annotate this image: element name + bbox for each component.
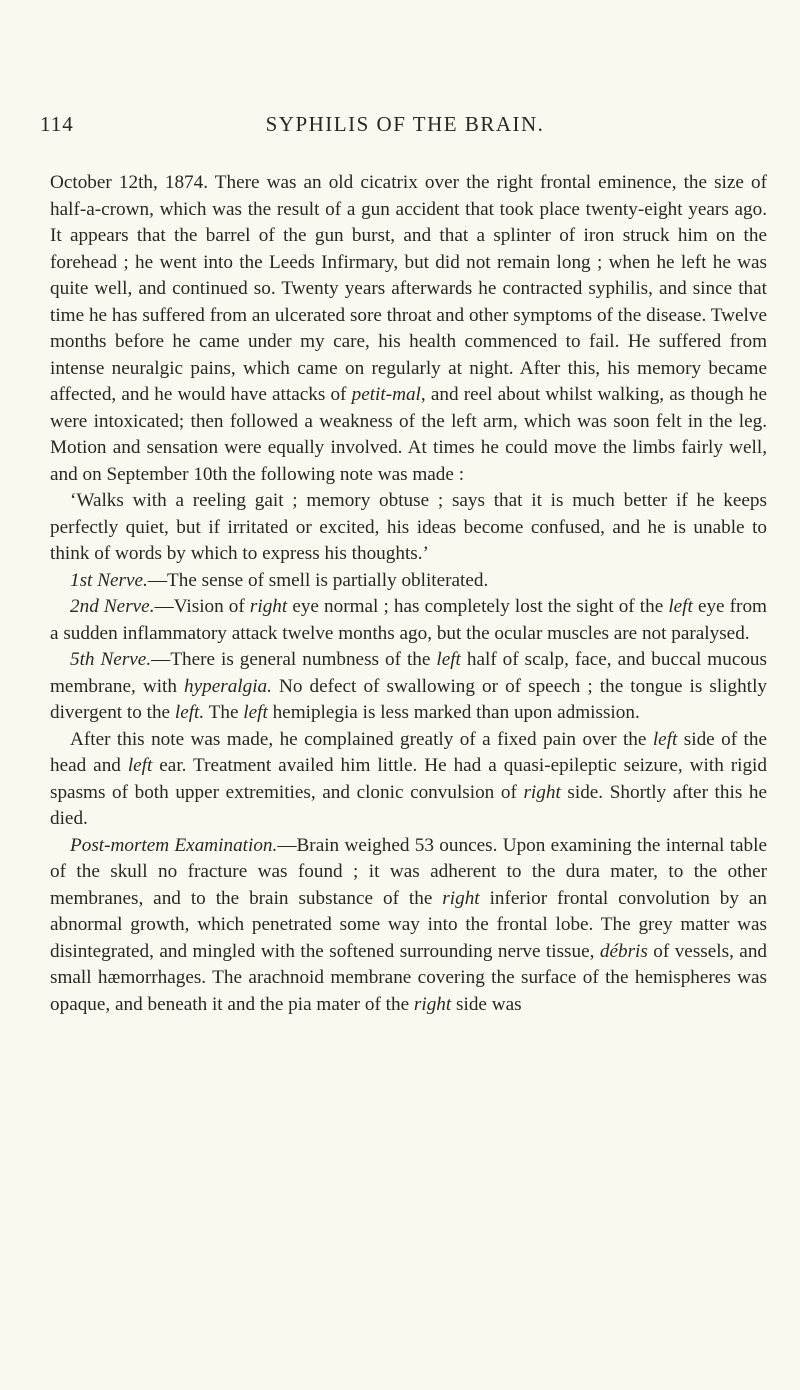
italic-text: 1st Nerve. <box>70 569 148 591</box>
text-run: —The sense of smell is partially obliterated. <box>147 569 489 591</box>
body-text <box>50 170 767 1018</box>
text-run: , and reel about whilst walking, as though he were intoxicated; then followed a weakness of the left arm, which was soon felt in the leg. Motion and sensation were equally involved. At times he could move the limbs fairly well, and on September 10th the following note was made : <box>50 384 767 485</box>
italic-text: left <box>243 702 268 723</box>
text-run: half of scalp, face, and buccal mucous membrane, with <box>50 649 767 697</box>
italic-text: left <box>652 728 678 750</box>
text-run: side. Shortly after this he died. <box>50 781 767 829</box>
text-run: inferior frontal convolution by an abnormal growth, which penetrated some way into the frontal lobe. The grey matter was disintegrated, and mingled with the softened surrounding nerve tissue, <box>50 887 767 962</box>
italic-text: left <box>668 596 693 617</box>
text-run: After this note was made, he complained greatly of a fixed pain over the <box>70 728 653 750</box>
paragraph <box>50 833 767 1019</box>
paragraph <box>50 568 767 595</box>
text-run: hemiplegia is less marked than upon admission. <box>267 702 640 723</box>
text-run: side of the head and <box>50 728 767 776</box>
running-head: SYPHILIS OF THE BRAIN. <box>265 112 545 136</box>
italic-text: right <box>523 781 561 803</box>
page-number: 114 <box>40 112 74 136</box>
italic-text: right <box>442 887 480 909</box>
italic-text: left <box>127 755 153 776</box>
italic-text: right <box>413 993 452 1015</box>
italic-text: 2nd Nerve. <box>70 596 155 617</box>
italic-text: left <box>436 649 461 670</box>
text-run: ‘Walks with a reeling gait ; memory obtuse ; says that it is much better if he keeps perfectly quiet, but if irritated or excited, his ideas become confused, and he is unable to think of words by which to express his thoughts.’ <box>50 490 767 564</box>
italic-text: petit-mal <box>351 384 421 405</box>
paragraph <box>50 594 767 647</box>
text-run: of vessels, and small hæmorrhages. The arachnoid membrane covering the surface of the hemispheres was opaque, and beneath it and the pia mater of the <box>50 940 768 1015</box>
page-header <box>40 112 770 142</box>
text-run: eye normal ; has completely lost the sight of the <box>287 596 669 617</box>
text-run: —Vision of <box>154 596 250 617</box>
text-run: ear. Treatment availed him little. He had a quasi-epileptic seizure, with rigid spasms of both upper extremities, and clonic convulsion of <box>50 755 767 803</box>
text-run: —Brain weighed 53 ounces. Upon examining the internal table of the skull no fracture was found ; it was adherent to the dura mater, to the other membranes, and to the brain substance of the <box>50 834 767 909</box>
italic-text: débris <box>599 940 648 962</box>
paragraph <box>50 647 767 727</box>
text-run: October 12th, 1874. There was an old cicatrix over the right frontal eminence, the size of half-a-crown, which was the result of a gun accident that took place twenty-eight years ago. It appears that the barrel of the gun burst, and that a splinter of iron struck him on the forehead ; he went into the Leeds Infirmary, but did not remain long ; when he left he was quite well, and continued so. Twenty years afterwards he contracted syphilis, and since that time he has suffered from an ulcerated sore throat and other symptoms of the disease. Twelve months before he came under my care, his health commenced to fail. He suffered from intense neuralgic pains, which came on regularly at night. After this, his memory became affected, and he would have attacks of <box>50 172 767 405</box>
italic-text: left. <box>174 702 205 723</box>
paragraph <box>50 170 767 488</box>
italic-text: right <box>249 596 288 617</box>
italic-text: Post-mortem Examination. <box>70 834 278 856</box>
text-run: —There is general numbness of the <box>151 649 437 670</box>
text-run: No defect of swallowing or of speech ; the tongue is slightly divergent to the <box>50 675 767 723</box>
text-run: side was <box>451 993 522 1015</box>
paragraph <box>50 488 767 568</box>
italic-text: hyperalgia. <box>184 675 272 697</box>
paragraph <box>50 727 767 833</box>
italic-text: 5th Nerve. <box>70 649 152 670</box>
text-run: The <box>204 702 244 723</box>
text-run: eye from a sudden inflammatory attack twelve months ago, but the ocular muscles are not paralysed. <box>50 596 767 644</box>
